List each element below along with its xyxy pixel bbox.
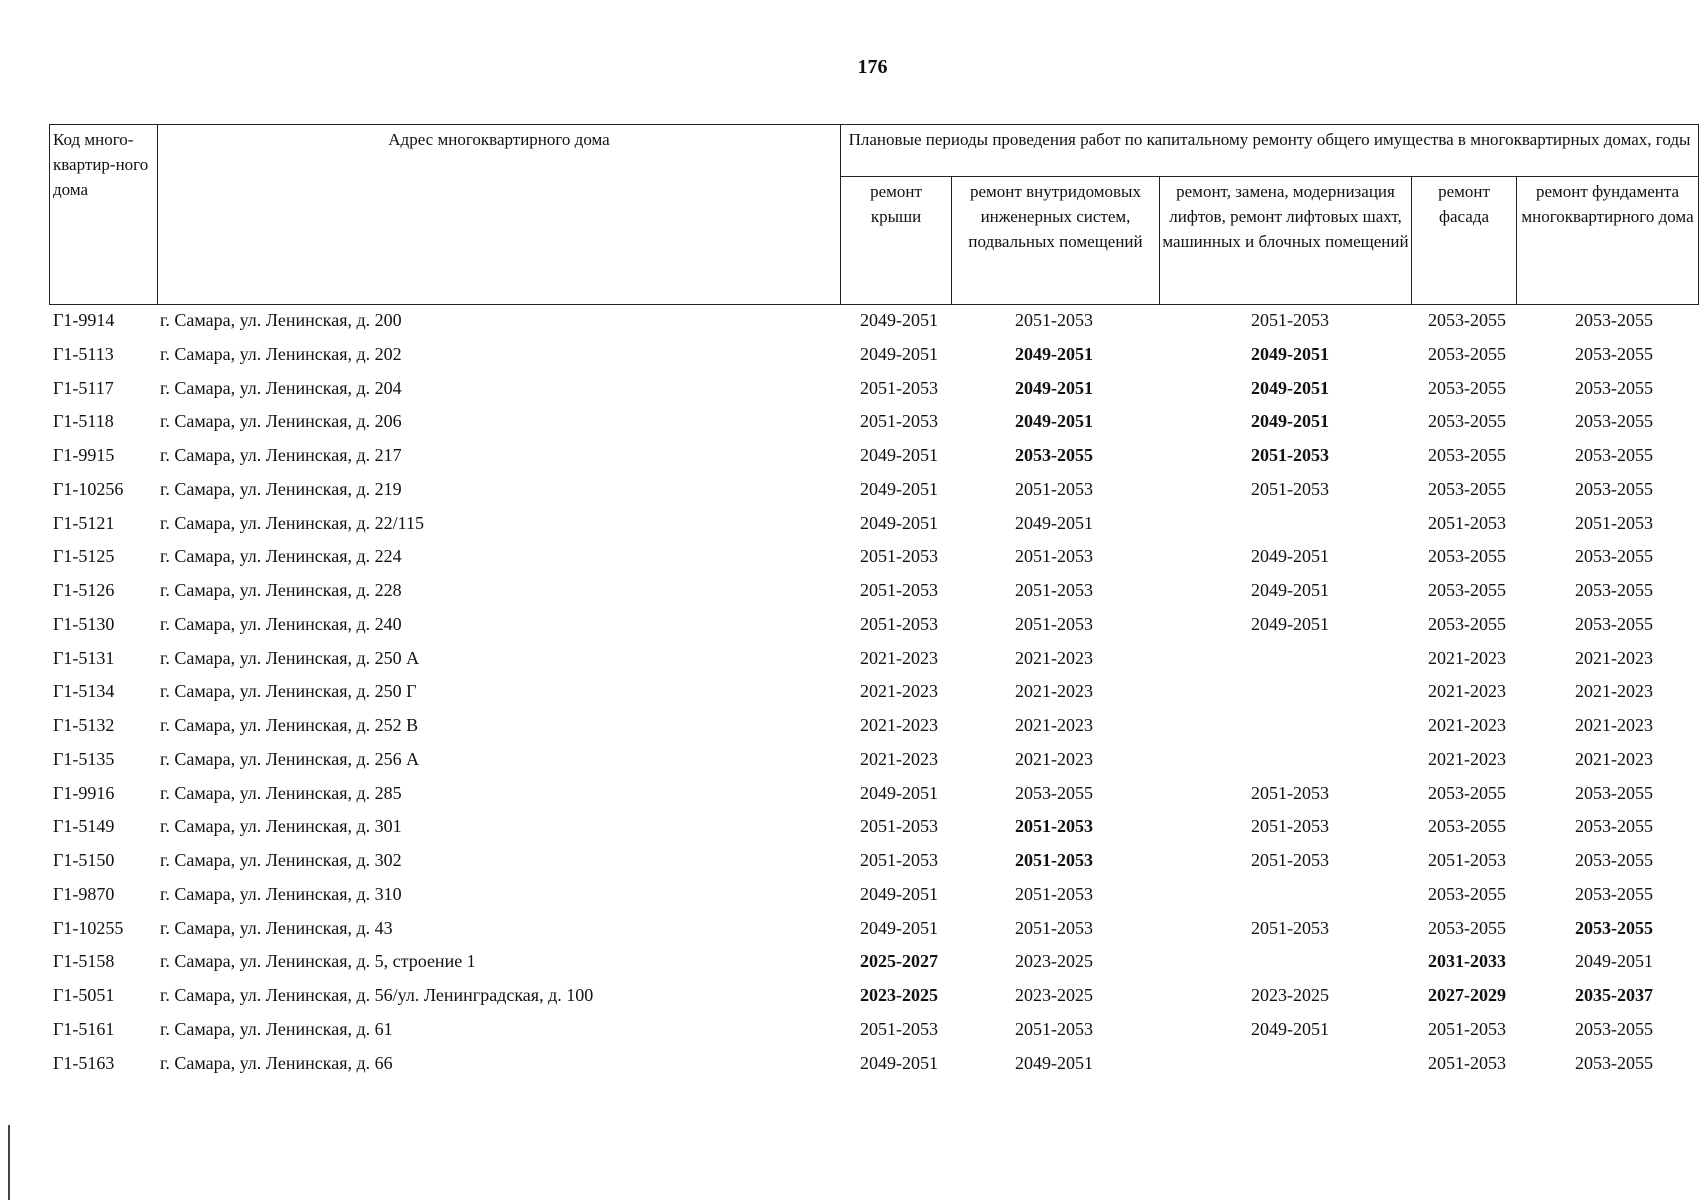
row-address: г. Самара, ул. Ленинская, д. 310 xyxy=(160,883,402,904)
row-elevators: 2049-2051 xyxy=(1251,1018,1329,1039)
row-address: г. Самара, ул. Ленинская, д. 204 xyxy=(160,377,402,398)
scan-edge-line xyxy=(8,1125,10,1200)
row-address: г. Самара, ул. Ленинская, д. 250 А xyxy=(160,647,420,668)
row-address: г. Самара, ул. Ленинская, д. 202 xyxy=(160,343,402,364)
row-code: Г1-5117 xyxy=(53,377,114,398)
row-code: Г1-5161 xyxy=(53,1018,115,1039)
header-elevators: ремонт, замена, модернизация лифтов, ремонт лифтовых шахт, машинных и блочных помещений xyxy=(1160,177,1412,305)
row-facade: 2021-2023 xyxy=(1428,681,1506,702)
row-roof: 2051-2053 xyxy=(860,411,938,432)
row-engineering: 2053-2055 xyxy=(1015,782,1093,803)
table-row xyxy=(49,610,1698,644)
table-row xyxy=(49,981,1698,1015)
table-header xyxy=(49,124,1699,305)
row-address: г. Самара, ул. Ленинская, д. 200 xyxy=(160,310,402,330)
row-engineering: 2051-2053 xyxy=(1015,883,1093,904)
row-foundation: 2051-2053 xyxy=(1575,512,1653,533)
row-code: Г1-5149 xyxy=(53,816,115,837)
row-roof: 2051-2053 xyxy=(860,1018,938,1039)
row-elevators: 2049-2051 xyxy=(1251,546,1329,567)
row-foundation: 2021-2023 xyxy=(1575,748,1653,769)
row-roof: 2051-2053 xyxy=(860,377,938,398)
row-roof: 2051-2053 xyxy=(860,850,938,870)
header-planned-periods: Плановые периоды проведения работ по капитальному ремонту общего имущества в многоквартирных домах, годы xyxy=(841,125,1699,177)
row-elevators: 2049-2051 xyxy=(1251,613,1329,634)
row-facade: 2053-2055 xyxy=(1428,478,1506,499)
header-facade: ремонт фасада xyxy=(1412,177,1517,305)
row-address: г. Самара, ул. Ленинская, д. 256 А xyxy=(160,748,420,769)
row-engineering: 2021-2023 xyxy=(1015,647,1093,668)
row-elevators: 2049-2051 xyxy=(1251,580,1329,600)
row-facade: 2053-2055 xyxy=(1428,377,1506,398)
row-facade: 2021-2023 xyxy=(1428,715,1506,735)
row-address: г. Самара, ул. Ленинская, д. 302 xyxy=(160,850,402,870)
row-address: г. Самара, ул. Ленинская, д. 66 xyxy=(160,1052,393,1073)
row-code: Г1-5126 xyxy=(53,580,115,600)
row-engineering: 2051-2053 xyxy=(1015,478,1093,499)
row-address: г. Самара, ул. Ленинская, д. 301 xyxy=(160,816,402,837)
row-roof: 2051-2053 xyxy=(860,613,938,634)
row-roof: 2049-2051 xyxy=(860,445,938,465)
row-code: Г1-9870 xyxy=(53,883,115,904)
row-engineering: 2051-2053 xyxy=(1015,1018,1093,1039)
row-engineering: 2051-2053 xyxy=(1015,850,1093,870)
row-code: Г1-9915 xyxy=(53,445,115,465)
row-roof: 2021-2023 xyxy=(860,748,938,769)
row-roof: 2049-2051 xyxy=(860,1052,938,1073)
row-foundation: 2053-2055 xyxy=(1575,816,1653,837)
header-code: Код много-квартир-ного дома xyxy=(50,125,158,305)
row-roof: 2049-2051 xyxy=(860,310,938,330)
row-roof: 2051-2053 xyxy=(860,816,938,837)
row-address: г. Самара, ул. Ленинская, д. 5, строение 1 xyxy=(160,951,476,972)
row-address: г. Самара, ул. Ленинская, д. 56/ул. Ленинградская, д. 100 xyxy=(160,985,594,1005)
row-foundation: 2021-2023 xyxy=(1575,715,1653,735)
table-row xyxy=(49,576,1698,610)
table-row xyxy=(49,947,1698,981)
row-code: Г1-5131 xyxy=(53,647,115,668)
table-row xyxy=(49,880,1698,914)
table-row xyxy=(49,475,1698,509)
row-engineering: 2021-2023 xyxy=(1015,681,1093,702)
row-foundation: 2021-2023 xyxy=(1575,647,1653,668)
row-address: г. Самара, ул. Ленинская, д. 43 xyxy=(160,917,393,938)
row-code: Г1-5130 xyxy=(53,613,115,634)
row-facade: 2053-2055 xyxy=(1428,782,1506,803)
row-engineering: 2049-2051 xyxy=(1015,411,1093,432)
row-code: Г1-9914 xyxy=(53,310,115,330)
header-address: Адрес многоквартирного дома xyxy=(158,125,841,305)
row-code: Г1-5118 xyxy=(53,411,114,432)
row-engineering: 2049-2051 xyxy=(1015,1052,1093,1073)
row-facade: 2031-2033 xyxy=(1428,951,1506,972)
row-elevators: 2023-2025 xyxy=(1251,985,1329,1005)
row-foundation: 2053-2055 xyxy=(1575,1052,1653,1073)
row-foundation: 2053-2055 xyxy=(1575,310,1653,330)
row-facade: 2053-2055 xyxy=(1428,310,1506,330)
table-row xyxy=(49,509,1698,543)
row-address: г. Самара, ул. Ленинская, д. 219 xyxy=(160,478,402,499)
table-row xyxy=(49,306,1698,340)
row-facade: 2021-2023 xyxy=(1428,647,1506,668)
row-foundation: 2053-2055 xyxy=(1575,782,1653,803)
row-facade: 2053-2055 xyxy=(1428,546,1506,567)
row-elevators: 2051-2053 xyxy=(1251,445,1329,465)
row-address: г. Самара, ул. Ленинская, д. 250 Г xyxy=(160,681,417,702)
row-facade: 2051-2053 xyxy=(1428,850,1506,870)
table-row xyxy=(49,644,1698,678)
row-engineering: 2051-2053 xyxy=(1015,613,1093,634)
row-code: Г1-5150 xyxy=(53,850,115,870)
row-engineering: 2021-2023 xyxy=(1015,715,1093,735)
row-facade: 2051-2053 xyxy=(1428,1052,1506,1073)
row-foundation: 2053-2055 xyxy=(1575,850,1653,870)
row-roof: 2049-2051 xyxy=(860,917,938,938)
row-facade: 2051-2053 xyxy=(1428,512,1506,533)
row-facade: 2053-2055 xyxy=(1428,411,1506,432)
table-row xyxy=(49,745,1698,779)
row-code: Г1-10255 xyxy=(53,917,124,938)
row-roof: 2049-2051 xyxy=(860,883,938,904)
row-foundation: 2053-2055 xyxy=(1575,411,1653,432)
row-code: Г1-9916 xyxy=(53,782,115,803)
row-elevators: 2051-2053 xyxy=(1251,816,1329,837)
row-code: Г1-5158 xyxy=(53,951,115,972)
row-engineering: 2051-2053 xyxy=(1015,917,1093,938)
row-engineering: 2051-2053 xyxy=(1015,546,1093,567)
row-elevators: 2051-2053 xyxy=(1251,850,1329,870)
row-code: Г1-5132 xyxy=(53,715,115,735)
row-engineering: 2021-2023 xyxy=(1015,748,1093,769)
row-roof: 2021-2023 xyxy=(860,647,938,668)
row-facade: 2053-2055 xyxy=(1428,613,1506,634)
table-row xyxy=(49,340,1698,374)
row-engineering: 2051-2053 xyxy=(1015,310,1093,330)
row-foundation: 2035-2037 xyxy=(1575,985,1653,1005)
row-facade: 2053-2055 xyxy=(1428,445,1506,465)
row-foundation: 2053-2055 xyxy=(1575,1018,1653,1039)
row-facade: 2053-2055 xyxy=(1428,580,1506,600)
row-facade: 2053-2055 xyxy=(1428,917,1506,938)
row-roof: 2051-2053 xyxy=(860,580,938,600)
row-code: Г1-5134 xyxy=(53,681,115,702)
row-engineering: 2023-2025 xyxy=(1015,951,1093,972)
row-engineering: 2049-2051 xyxy=(1015,343,1093,364)
table-row xyxy=(49,542,1698,576)
row-code: Г1-5051 xyxy=(53,985,115,1005)
row-elevators: 2051-2053 xyxy=(1251,782,1329,803)
row-facade: 2053-2055 xyxy=(1428,816,1506,837)
row-code: Г1-5121 xyxy=(53,512,115,533)
row-address: г. Самара, ул. Ленинская, д. 61 xyxy=(160,1018,393,1039)
table-row xyxy=(49,441,1698,475)
table-row xyxy=(49,812,1698,846)
table-row xyxy=(49,407,1698,441)
row-foundation: 2053-2055 xyxy=(1575,377,1653,398)
row-address: г. Самара, ул. Ленинская, д. 22/115 xyxy=(160,512,424,533)
row-roof: 2023-2025 xyxy=(860,985,938,1005)
row-foundation: 2053-2055 xyxy=(1575,917,1653,938)
row-address: г. Самара, ул. Ленинская, д. 206 xyxy=(160,411,402,432)
row-engineering: 2023-2025 xyxy=(1015,985,1093,1005)
row-roof: 2049-2051 xyxy=(860,782,938,803)
table-row xyxy=(49,1015,1698,1049)
row-engineering: 2049-2051 xyxy=(1015,512,1093,533)
header-foundation: ремонт фундамента многоквартирного дома xyxy=(1517,177,1699,305)
row-facade: 2051-2053 xyxy=(1428,1018,1506,1039)
header-engineering: ремонт внутридомовых инженерных систем, подвальных помещений xyxy=(952,177,1160,305)
row-roof: 2049-2051 xyxy=(860,478,938,499)
row-address: г. Самара, ул. Ленинская, д. 240 xyxy=(160,613,402,634)
row-address: г. Самара, ул. Ленинская, д. 217 xyxy=(160,445,402,465)
row-code: Г1-10256 xyxy=(53,478,124,499)
row-foundation: 2053-2055 xyxy=(1575,613,1653,634)
row-roof: 2051-2053 xyxy=(860,546,938,567)
row-facade: 2021-2023 xyxy=(1428,748,1506,769)
table-row xyxy=(49,677,1698,711)
row-elevators: 2049-2051 xyxy=(1251,411,1329,432)
row-foundation: 2053-2055 xyxy=(1575,343,1653,364)
row-engineering: 2049-2051 xyxy=(1015,377,1093,398)
row-address: г. Самара, ул. Ленинская, д. 252 В xyxy=(160,715,419,735)
row-foundation: 2053-2055 xyxy=(1575,883,1653,904)
row-roof: 2049-2051 xyxy=(860,343,938,364)
row-roof: 2021-2023 xyxy=(860,681,938,702)
row-address: г. Самара, ул. Ленинская, д. 285 xyxy=(160,782,402,803)
row-facade: 2027-2029 xyxy=(1428,985,1506,1005)
row-roof: 2049-2051 xyxy=(860,512,938,533)
row-elevators: 2049-2051 xyxy=(1251,377,1329,398)
row-code: Г1-5135 xyxy=(53,748,115,769)
row-code: Г1-5113 xyxy=(53,343,114,364)
row-engineering: 2053-2055 xyxy=(1015,445,1093,465)
row-foundation: 2053-2055 xyxy=(1575,546,1653,567)
row-foundation: 2049-2051 xyxy=(1575,951,1653,972)
row-engineering: 2051-2053 xyxy=(1015,816,1093,837)
row-foundation: 2053-2055 xyxy=(1575,478,1653,499)
row-foundation: 2053-2055 xyxy=(1575,580,1653,600)
header-roof: ремонт крыши xyxy=(841,177,952,305)
row-roof: 2025-2027 xyxy=(860,951,938,972)
row-foundation: 2053-2055 xyxy=(1575,445,1653,465)
table-body xyxy=(49,306,1698,1082)
row-facade: 2053-2055 xyxy=(1428,343,1506,364)
table-row xyxy=(49,711,1698,745)
row-elevators: 2051-2053 xyxy=(1251,478,1329,499)
row-address: г. Самара, ул. Ленинская, д. 228 xyxy=(160,580,402,600)
table-row xyxy=(49,1049,1698,1083)
table-row xyxy=(49,374,1698,408)
row-engineering: 2051-2053 xyxy=(1015,580,1093,600)
table-row xyxy=(49,779,1698,813)
row-foundation: 2021-2023 xyxy=(1575,681,1653,702)
page-number: 176 xyxy=(857,56,888,78)
row-elevators: 2049-2051 xyxy=(1251,343,1329,364)
row-code: Г1-5125 xyxy=(53,546,115,567)
row-elevators: 2051-2053 xyxy=(1251,917,1329,938)
row-code: Г1-5163 xyxy=(53,1052,115,1073)
row-facade: 2053-2055 xyxy=(1428,883,1506,904)
row-elevators: 2051-2053 xyxy=(1251,310,1329,330)
table-row xyxy=(49,846,1698,880)
row-roof: 2021-2023 xyxy=(860,715,938,735)
table-row xyxy=(49,914,1698,948)
row-address: г. Самара, ул. Ленинская, д. 224 xyxy=(160,546,402,567)
